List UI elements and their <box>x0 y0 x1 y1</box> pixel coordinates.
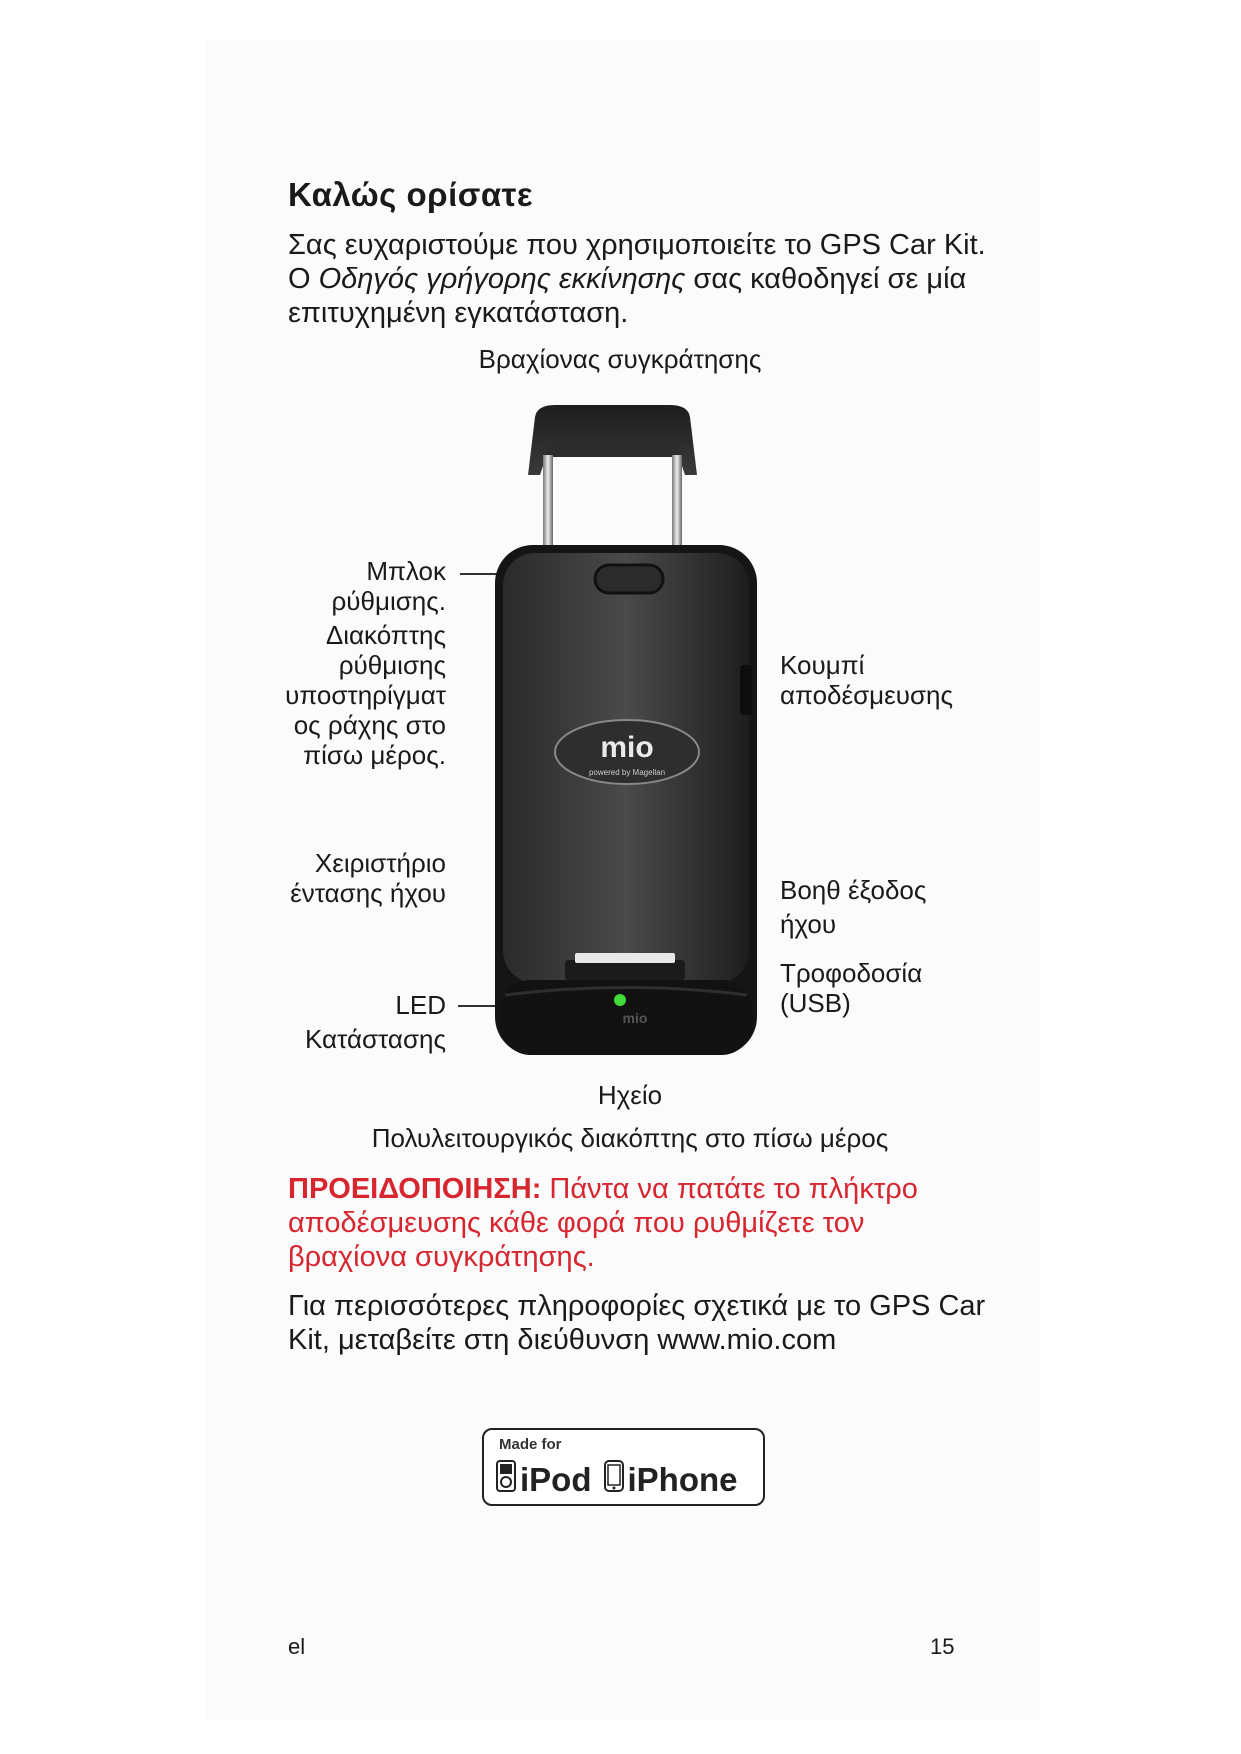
made-for-ipod-iphone-badge <box>482 1428 765 1506</box>
intro-paragraph <box>288 228 988 330</box>
badge-ipod-label: iPod <box>520 1461 592 1498</box>
intro-text-1: Σας ευχαριστούμε που χρησιμοποιείτε το GPS Car Kit. Ο <box>288 229 986 295</box>
logo-text: mio <box>600 731 654 764</box>
label-power-usb: Τροφοδοσία (USB) <box>780 958 923 1018</box>
speaker-logo-text: mio <box>622 1010 648 1026</box>
label-aux-out: Βοηθ έξοδος ήχου <box>780 875 927 939</box>
label-holding-arm: Βραχίονας συγκράτησης <box>478 344 762 374</box>
iphone-icon <box>604 1460 624 1500</box>
holding-arm <box>528 405 697 565</box>
label-status-led: LED Κατάστασης <box>304 990 446 1054</box>
badge-device-row <box>496 1460 738 1500</box>
ipod-icon <box>496 1460 516 1500</box>
logo-subtext: powered by Magellan <box>588 768 666 777</box>
label-adjust-lock: Μπλοκ ρύθμισης. <box>331 556 446 616</box>
label-release-button: Κουμπί αποδέσμευσης <box>780 650 953 710</box>
intro-guide-title: Οδηγός γρήγορης εκκίνησης <box>318 263 686 295</box>
mio-logo <box>555 720 699 784</box>
footer-page-number: 15 <box>930 1634 955 1659</box>
label-volume-control: Χειριστήριο έντασης ήχου <box>290 848 446 908</box>
status-led <box>614 994 626 1006</box>
warning-text: Πάντα να πατάτε το πλήκτρο αποδέσμευσης κάθε φορά που ρυθμίζετε τον βραχίονα συγκράτησης. <box>288 1173 918 1273</box>
warning-paragraph <box>288 1172 988 1274</box>
warning-prefix: ΠΡΟΕΙΔΟΠΟΙΗΣΗ: <box>288 1173 542 1205</box>
label-support-switch: Διακόπτης ρύθμισης υποστηρίγματ ος ράχης στο πίσω μέρος. <box>285 620 446 770</box>
label-multi-switch: Πολυλειτουργικός διακόπτης στο πίσω μέρος <box>371 1123 889 1153</box>
badge-made-for: Made for <box>499 1436 562 1453</box>
intro-text-2: σας καθοδηγεί σε μία επιτυχημένη εγκατάσταση. <box>288 263 967 329</box>
page-title: Καλώς ορίσατε <box>288 176 534 213</box>
footer-language: el <box>288 1634 306 1659</box>
adjust-lock <box>595 565 663 593</box>
label-speaker: Ηχείο <box>597 1080 663 1110</box>
dock-connector <box>575 953 675 963</box>
badge-iphone-label: iPhone <box>627 1461 738 1498</box>
car-kit-illustration <box>485 405 770 1065</box>
more-info-paragraph: Για περισσότερες πληροφορίες σχετικά με το GPS Car Kit, μεταβείτε στη διεύθυνση www.mio.com <box>288 1290 986 1356</box>
